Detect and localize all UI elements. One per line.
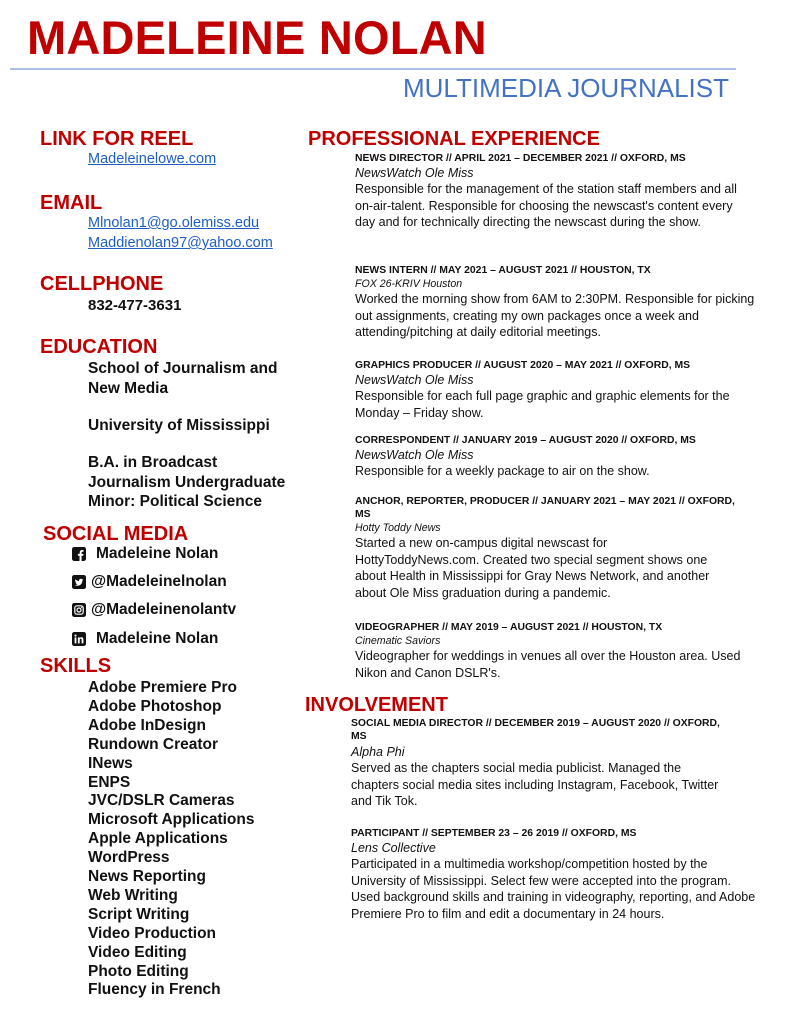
involvement-item bbox=[351, 717, 731, 810]
email-link-school[interactable]: Mlnolan1@go.olemiss.edu bbox=[88, 215, 260, 231]
email-link-personal[interactable]: Maddienolan97@yahoo.com bbox=[88, 235, 273, 251]
experience-item bbox=[355, 264, 755, 341]
job-organization: Cinematic Saviors bbox=[355, 635, 441, 647]
education-heading: EDUCATION bbox=[40, 336, 158, 358]
skill-item: Microsoft Applications bbox=[88, 811, 255, 829]
social-label: Madeleine Nolan bbox=[96, 545, 219, 562]
skill-item: Rundown Creator bbox=[88, 735, 219, 753]
reel-link[interactable]: Madeleinelowe.com bbox=[88, 151, 217, 167]
job-organization: NewsWatch Ole Miss bbox=[355, 373, 474, 387]
social-item-facebook[interactable] bbox=[72, 546, 218, 562]
job-organization: NewsWatch Ole Miss bbox=[355, 448, 474, 462]
experience-item bbox=[355, 434, 755, 480]
facebook-icon bbox=[72, 547, 86, 561]
instagram-icon bbox=[72, 603, 86, 617]
reel-heading: LINK FOR REEL bbox=[40, 128, 194, 150]
job-description: Started a new on-campus digital newscast for HottyToddyNews.com. Created two special segment shows one about Health in Mississippi for Gray News Network, and another about Ole Miss graduation during a pandemic. bbox=[355, 536, 710, 600]
email-heading: EMAIL bbox=[40, 192, 103, 214]
job-description: Responsible for the management of the station staff members and all on-air-talent. Responsible for choosing the newscast's content every day and for technically directing the newscast during the show. bbox=[355, 182, 737, 229]
candidate-name: MADELEINE NOLAN bbox=[27, 11, 487, 64]
job-heading: CORRESPONDENT // JANUARY 2019 – AUGUST 2020 // OXFORD, MS bbox=[355, 435, 696, 446]
job-description: Responsible for each full page graphic and graphic elements for the Monday – Friday show. bbox=[355, 389, 730, 420]
experience-item bbox=[355, 359, 755, 421]
skill-item: News Reporting bbox=[88, 868, 206, 885]
job-heading: GRAPHICS PRODUCER // AUGUST 2020 – MAY 2021 // OXFORD, MS bbox=[355, 360, 691, 371]
skill-item: Photo Editing bbox=[88, 962, 189, 980]
involvement-description: Participated in a multimedia workshop/competition hosted by the University of Mississippi. Select few were accepted into the program. Used background skills and training in videography, reporting, and Adobe Premiere Pro to film and edit a documentary in 24 hours. bbox=[351, 857, 756, 921]
education-line: Journalism Undergraduate bbox=[88, 474, 286, 491]
skill-item: Adobe Photoshop bbox=[88, 697, 222, 715]
involvement-heading: INVOLVEMENT bbox=[305, 694, 448, 716]
skill-item: Video Editing bbox=[88, 943, 187, 961]
social-item-linkedin[interactable] bbox=[72, 631, 218, 647]
skill-item: Script Writing bbox=[88, 905, 190, 923]
involvement-heading-line: PARTICIPANT // SEPTEMBER 23 – 26 2019 // OXFORD, MS bbox=[351, 828, 637, 839]
job-heading: ANCHOR, REPORTER, PRODUCER // JANUARY 2021 – MAY 2021 // OXFORD, MS bbox=[355, 496, 735, 520]
social-label: Madeleine Nolan bbox=[96, 630, 219, 647]
social-label: @Madeleinenolantv bbox=[91, 601, 237, 618]
job-heading: NEWS DIRECTOR // APRIL 2021 – DECEMBER 2021 // OXFORD, MS bbox=[355, 153, 686, 164]
social-label: @Madeleinelnolan bbox=[91, 573, 227, 590]
skill-item: ENPS bbox=[88, 773, 131, 791]
job-description: Responsible for a weekly package to air on the show. bbox=[355, 464, 650, 478]
experience-item bbox=[355, 152, 755, 231]
skill-item: Video Production bbox=[88, 924, 217, 942]
education-line: B.A. in Broadcast bbox=[88, 454, 218, 471]
header-divider bbox=[10, 68, 736, 70]
linkedin-icon bbox=[72, 632, 86, 646]
skill-item: Web Writing bbox=[88, 886, 178, 904]
skill-item: JVC/DSLR Cameras bbox=[88, 792, 235, 810]
social-item-instagram[interactable] bbox=[72, 602, 236, 618]
experience-item bbox=[355, 495, 735, 601]
job-organization: NewsWatch Ole Miss bbox=[355, 166, 474, 180]
job-organization: FOX 26-KRIV Houston bbox=[355, 278, 463, 290]
cellphone-number: 832-477-3631 bbox=[88, 297, 182, 314]
twitter-icon bbox=[72, 575, 86, 589]
social-item-twitter[interactable] bbox=[72, 574, 227, 590]
involvement-organization: Alpha Phi bbox=[351, 745, 405, 759]
experience-heading: PROFESSIONAL EXPERIENCE bbox=[308, 128, 600, 150]
job-organization: Hotty Toddy News bbox=[355, 522, 441, 534]
job-heading: VIDEOGRAPHER // MAY 2019 – AUGUST 2021 // HOUSTON, TX bbox=[355, 622, 663, 633]
job-description: Videographer for weddings in venues all over the Houston area. Used Nikon and Canon DSLR's. bbox=[355, 649, 741, 680]
skill-item: WordPress bbox=[88, 849, 170, 867]
job-description: Worked the morning show from 6AM to 2:30PM. Responsible for picking out assignments, creating my own packages once a week and attending/pitching at daily editorial meetings. bbox=[355, 292, 755, 339]
education-line: School of Journalism and bbox=[88, 360, 278, 377]
skill-item: INews bbox=[88, 754, 133, 772]
social-heading: SOCIAL MEDIA bbox=[43, 523, 189, 545]
involvement-organization: Lens Collective bbox=[351, 841, 436, 855]
skills-heading: SKILLS bbox=[40, 655, 112, 677]
education-line: University of Mississippi bbox=[88, 417, 270, 434]
job-heading: NEWS INTERN // MAY 2021 – AUGUST 2021 // HOUSTON, TX bbox=[355, 265, 651, 276]
education-line: New Media bbox=[88, 380, 169, 397]
skill-item: Adobe Premiere Pro bbox=[88, 679, 238, 696]
education-line: Minor: Political Science bbox=[88, 493, 262, 510]
skill-item: Apple Applications bbox=[88, 830, 228, 848]
skill-item: Adobe InDesign bbox=[88, 716, 206, 734]
skill-item: Fluency in French bbox=[88, 981, 221, 999]
involvement-description: Served as the chapters social media publicist. Managed the chapters social media sites including Instagram, Facebook, Twitter and Tik Tok. bbox=[351, 761, 719, 808]
job-title: MULTIMEDIA JOURNALIST bbox=[403, 73, 730, 103]
experience-item bbox=[355, 621, 755, 681]
cellphone-heading: CELLPHONE bbox=[40, 273, 164, 295]
involvement-item bbox=[351, 827, 761, 922]
involvement-heading-line: SOCIAL MEDIA DIRECTOR // DECEMBER 2019 – AUGUST 2020 // OXFORD, MS bbox=[351, 718, 720, 742]
